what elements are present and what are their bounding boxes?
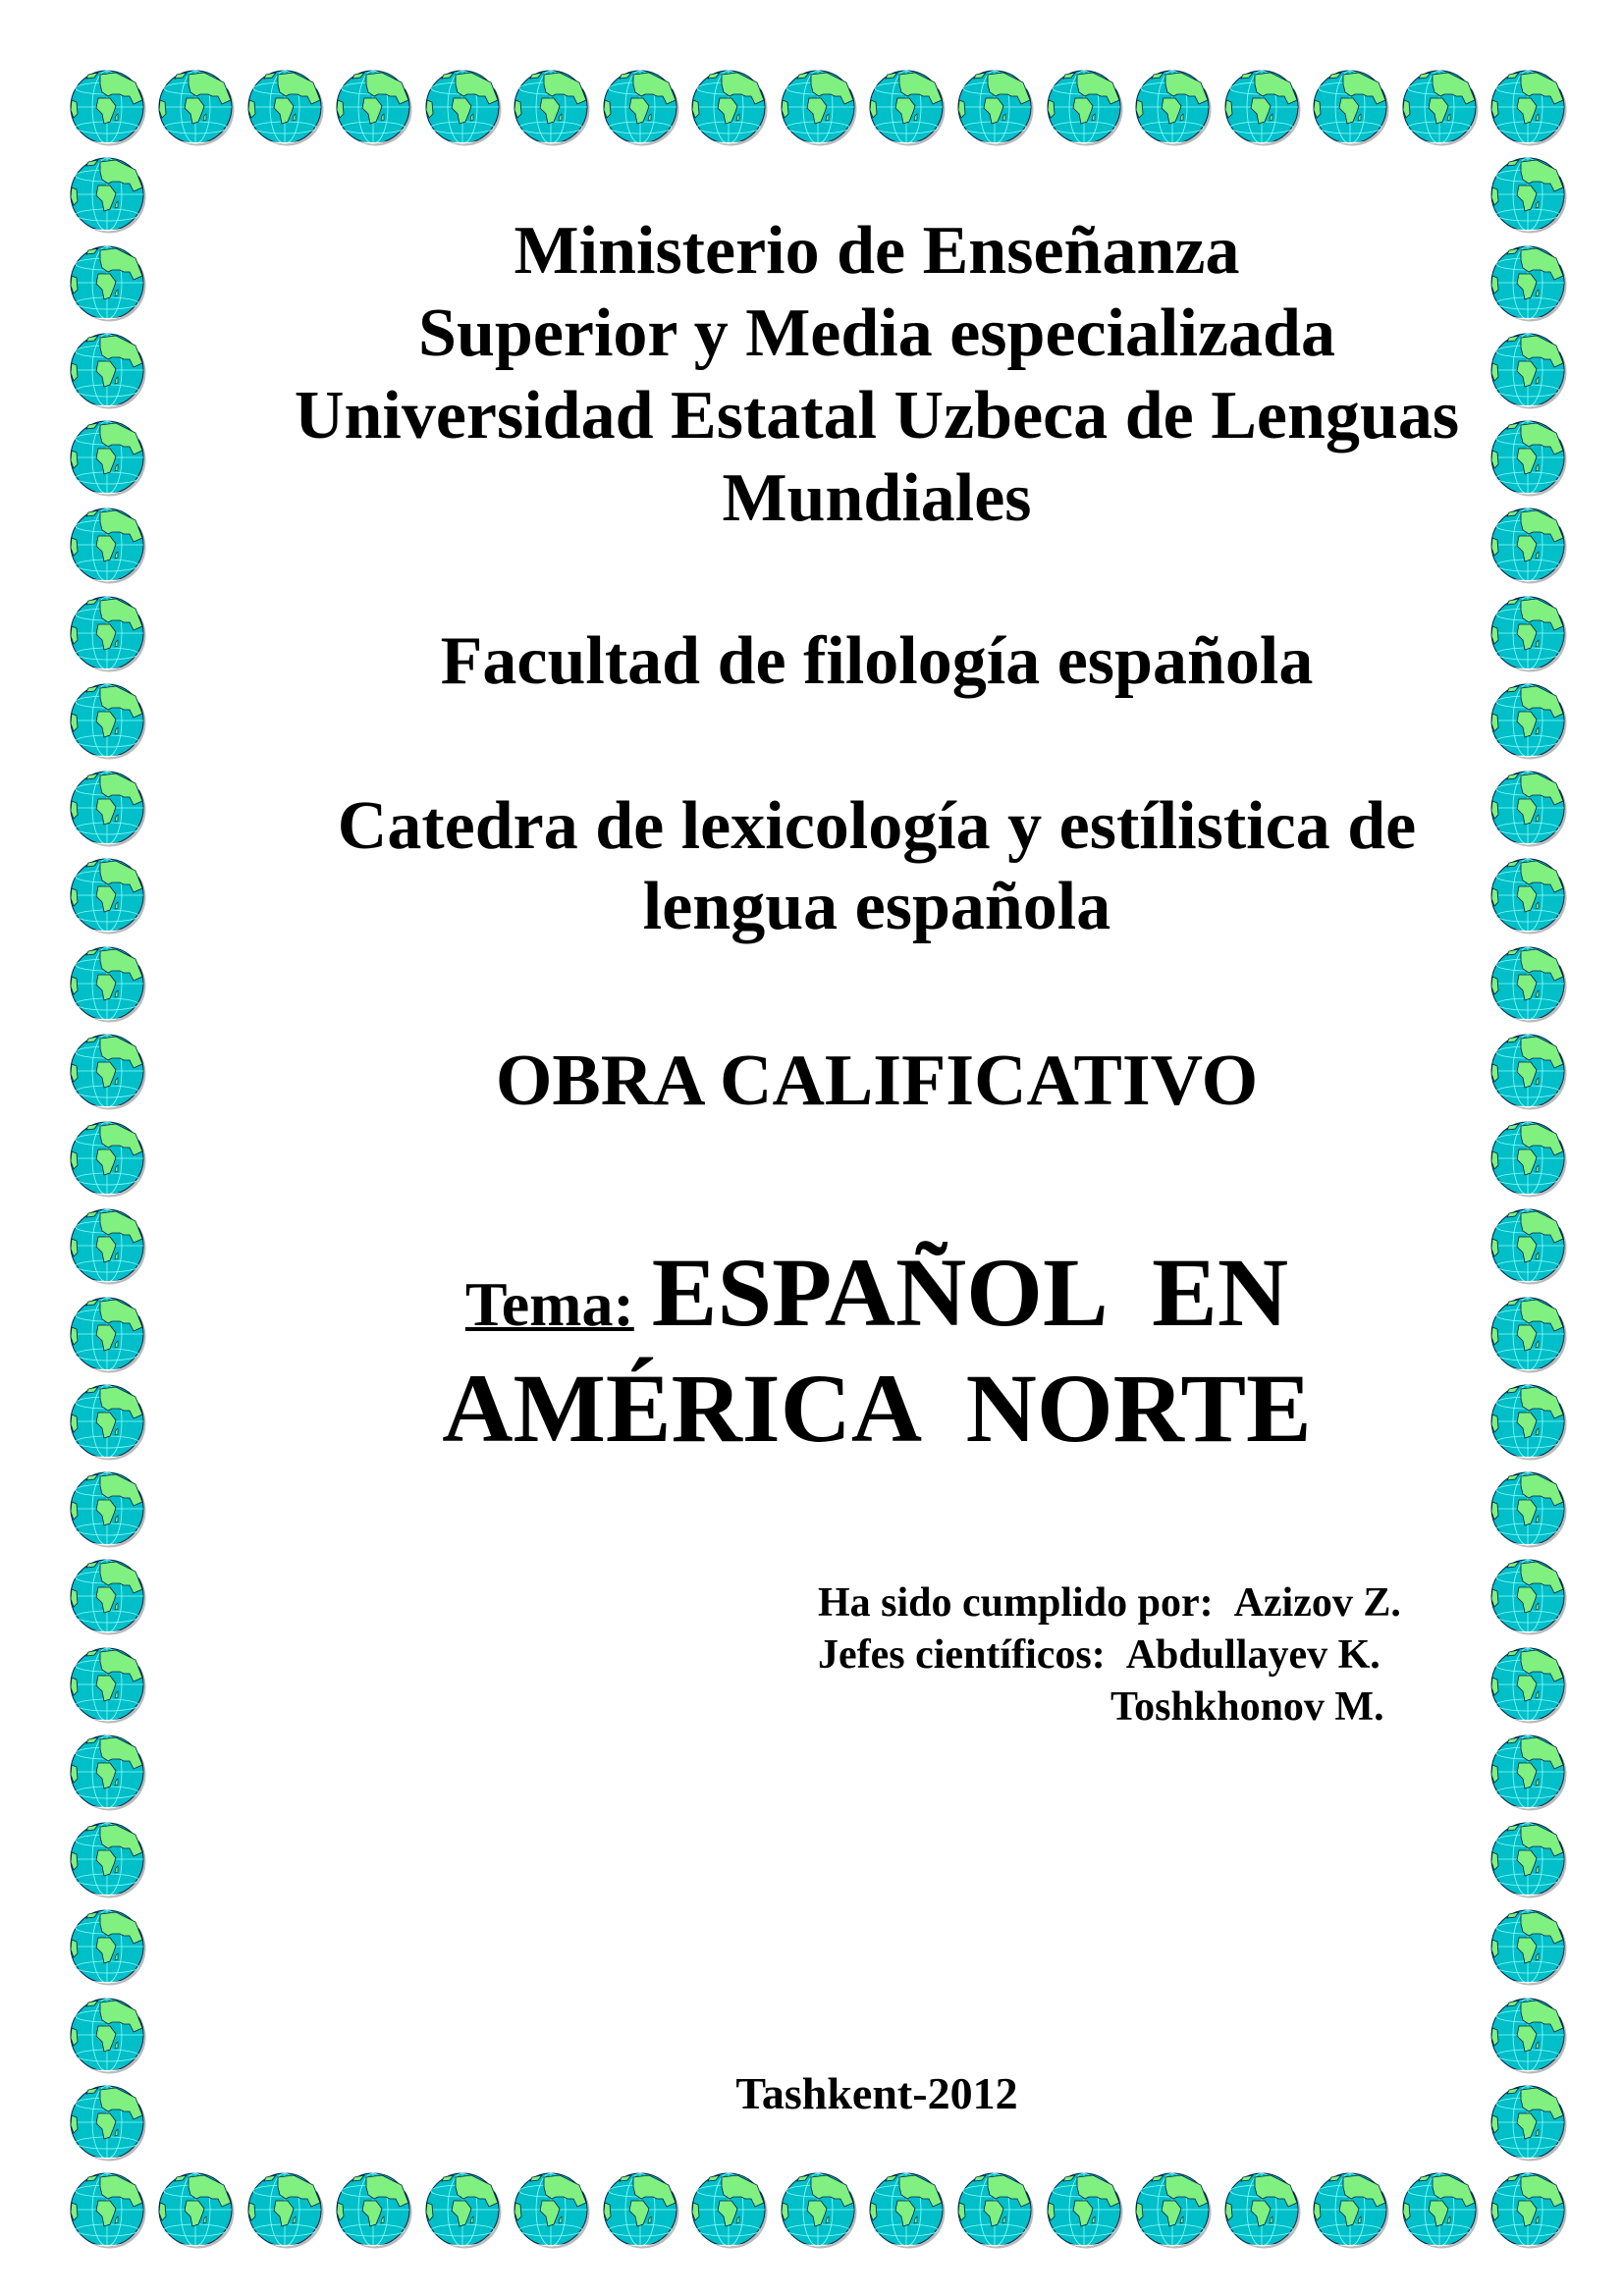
globe-icon — [1489, 69, 1568, 147]
globe-icon — [868, 2171, 947, 2250]
globe-icon — [602, 2171, 680, 2250]
faculty: Facultad de filología española — [440, 623, 1314, 699]
globe-icon — [956, 2171, 1035, 2250]
university-line: Mundiales — [722, 460, 1032, 536]
supervisor-name: Toshkhonov M. — [1110, 1684, 1384, 1730]
topic-line-2: AMÉRICA NORTE — [442, 1354, 1312, 1463]
globe-icon — [1312, 2171, 1390, 2250]
globe-icon — [1489, 1558, 1568, 1636]
globe-icon — [424, 2171, 503, 2250]
globe-icon — [1223, 2171, 1302, 2250]
globe-icon — [1312, 69, 1390, 147]
globe-icon — [513, 69, 591, 147]
globe-icon — [956, 69, 1035, 147]
topic-line-1 — [0, 1239, 1624, 1359]
chair-line: lengua española — [642, 869, 1111, 944]
place-year: Tashkent-2012 — [735, 2068, 1018, 2118]
globe-icon — [690, 69, 769, 147]
globe-icon — [1489, 2171, 1568, 2250]
globe-icon — [69, 1734, 147, 1812]
globe-icon — [69, 2171, 147, 2250]
globe-icon — [780, 69, 858, 147]
completed-by-label: Ha sido cumplido por: — [818, 1580, 1214, 1626]
globe-icon — [513, 2171, 591, 2250]
globe-icon — [1134, 69, 1213, 147]
globe-icon — [1401, 69, 1480, 147]
completed-by-name: Azizov Z. — [1233, 1580, 1401, 1626]
completed-by-row — [818, 1577, 1401, 1629]
ministry-line: Superior y Media especializada — [418, 295, 1335, 371]
globe-icon — [1046, 69, 1124, 147]
globe-icon — [69, 945, 147, 1024]
work-type: OBRA CALIFICATIVO — [495, 1041, 1259, 1121]
supervisor-name: Abdullayev K. — [1125, 1632, 1380, 1678]
ministry-line: Ministerio de Enseñanza — [514, 213, 1240, 289]
globe-icon — [1489, 1120, 1568, 1199]
chair-line: Catedra de lexicología y estílistica de — [337, 788, 1417, 864]
globe-icon — [69, 1120, 147, 1199]
globe-icon — [246, 2171, 325, 2250]
topic-label: Tema: — [464, 1269, 634, 1339]
globe-icon — [69, 1821, 147, 1899]
globe-icon — [1489, 1470, 1568, 1549]
globe-icon — [335, 2171, 413, 2250]
globe-icon — [1134, 2171, 1213, 2250]
globe-icon — [780, 2171, 858, 2250]
globe-icon — [1223, 69, 1302, 147]
globe-icon — [602, 69, 680, 147]
globe-icon — [424, 69, 503, 147]
globe-icon — [1489, 1734, 1568, 1812]
globe-icon — [69, 1558, 147, 1636]
globe-icon — [1489, 1908, 1568, 1987]
globe-icon — [690, 2171, 769, 2250]
globe-icon — [69, 1470, 147, 1549]
globe-icon — [1046, 2171, 1124, 2250]
globe-icon — [69, 1908, 147, 1987]
globe-icon — [1489, 1821, 1568, 1899]
globe-icon — [868, 69, 947, 147]
globe-icon — [335, 69, 413, 147]
globe-icon — [157, 2171, 236, 2250]
globe-icon — [69, 69, 147, 147]
globe-icon — [69, 1997, 147, 2075]
globe-icon — [1489, 1646, 1568, 1725]
globe-icon — [157, 69, 236, 147]
globe-icon — [1489, 1997, 1568, 2075]
globe-icon — [69, 1646, 147, 1725]
globe-icon — [1489, 945, 1568, 1024]
topic-title-1: ESPAÑOL EN — [651, 1238, 1289, 1347]
university-line: Universidad Estatal Uzbeca de Lenguas — [294, 378, 1460, 454]
globe-icon — [1401, 2171, 1480, 2250]
supervisors-label: Jefes científicos: — [818, 1632, 1106, 1678]
globe-icon — [246, 69, 325, 147]
supervisors-row — [818, 1629, 1380, 1682]
